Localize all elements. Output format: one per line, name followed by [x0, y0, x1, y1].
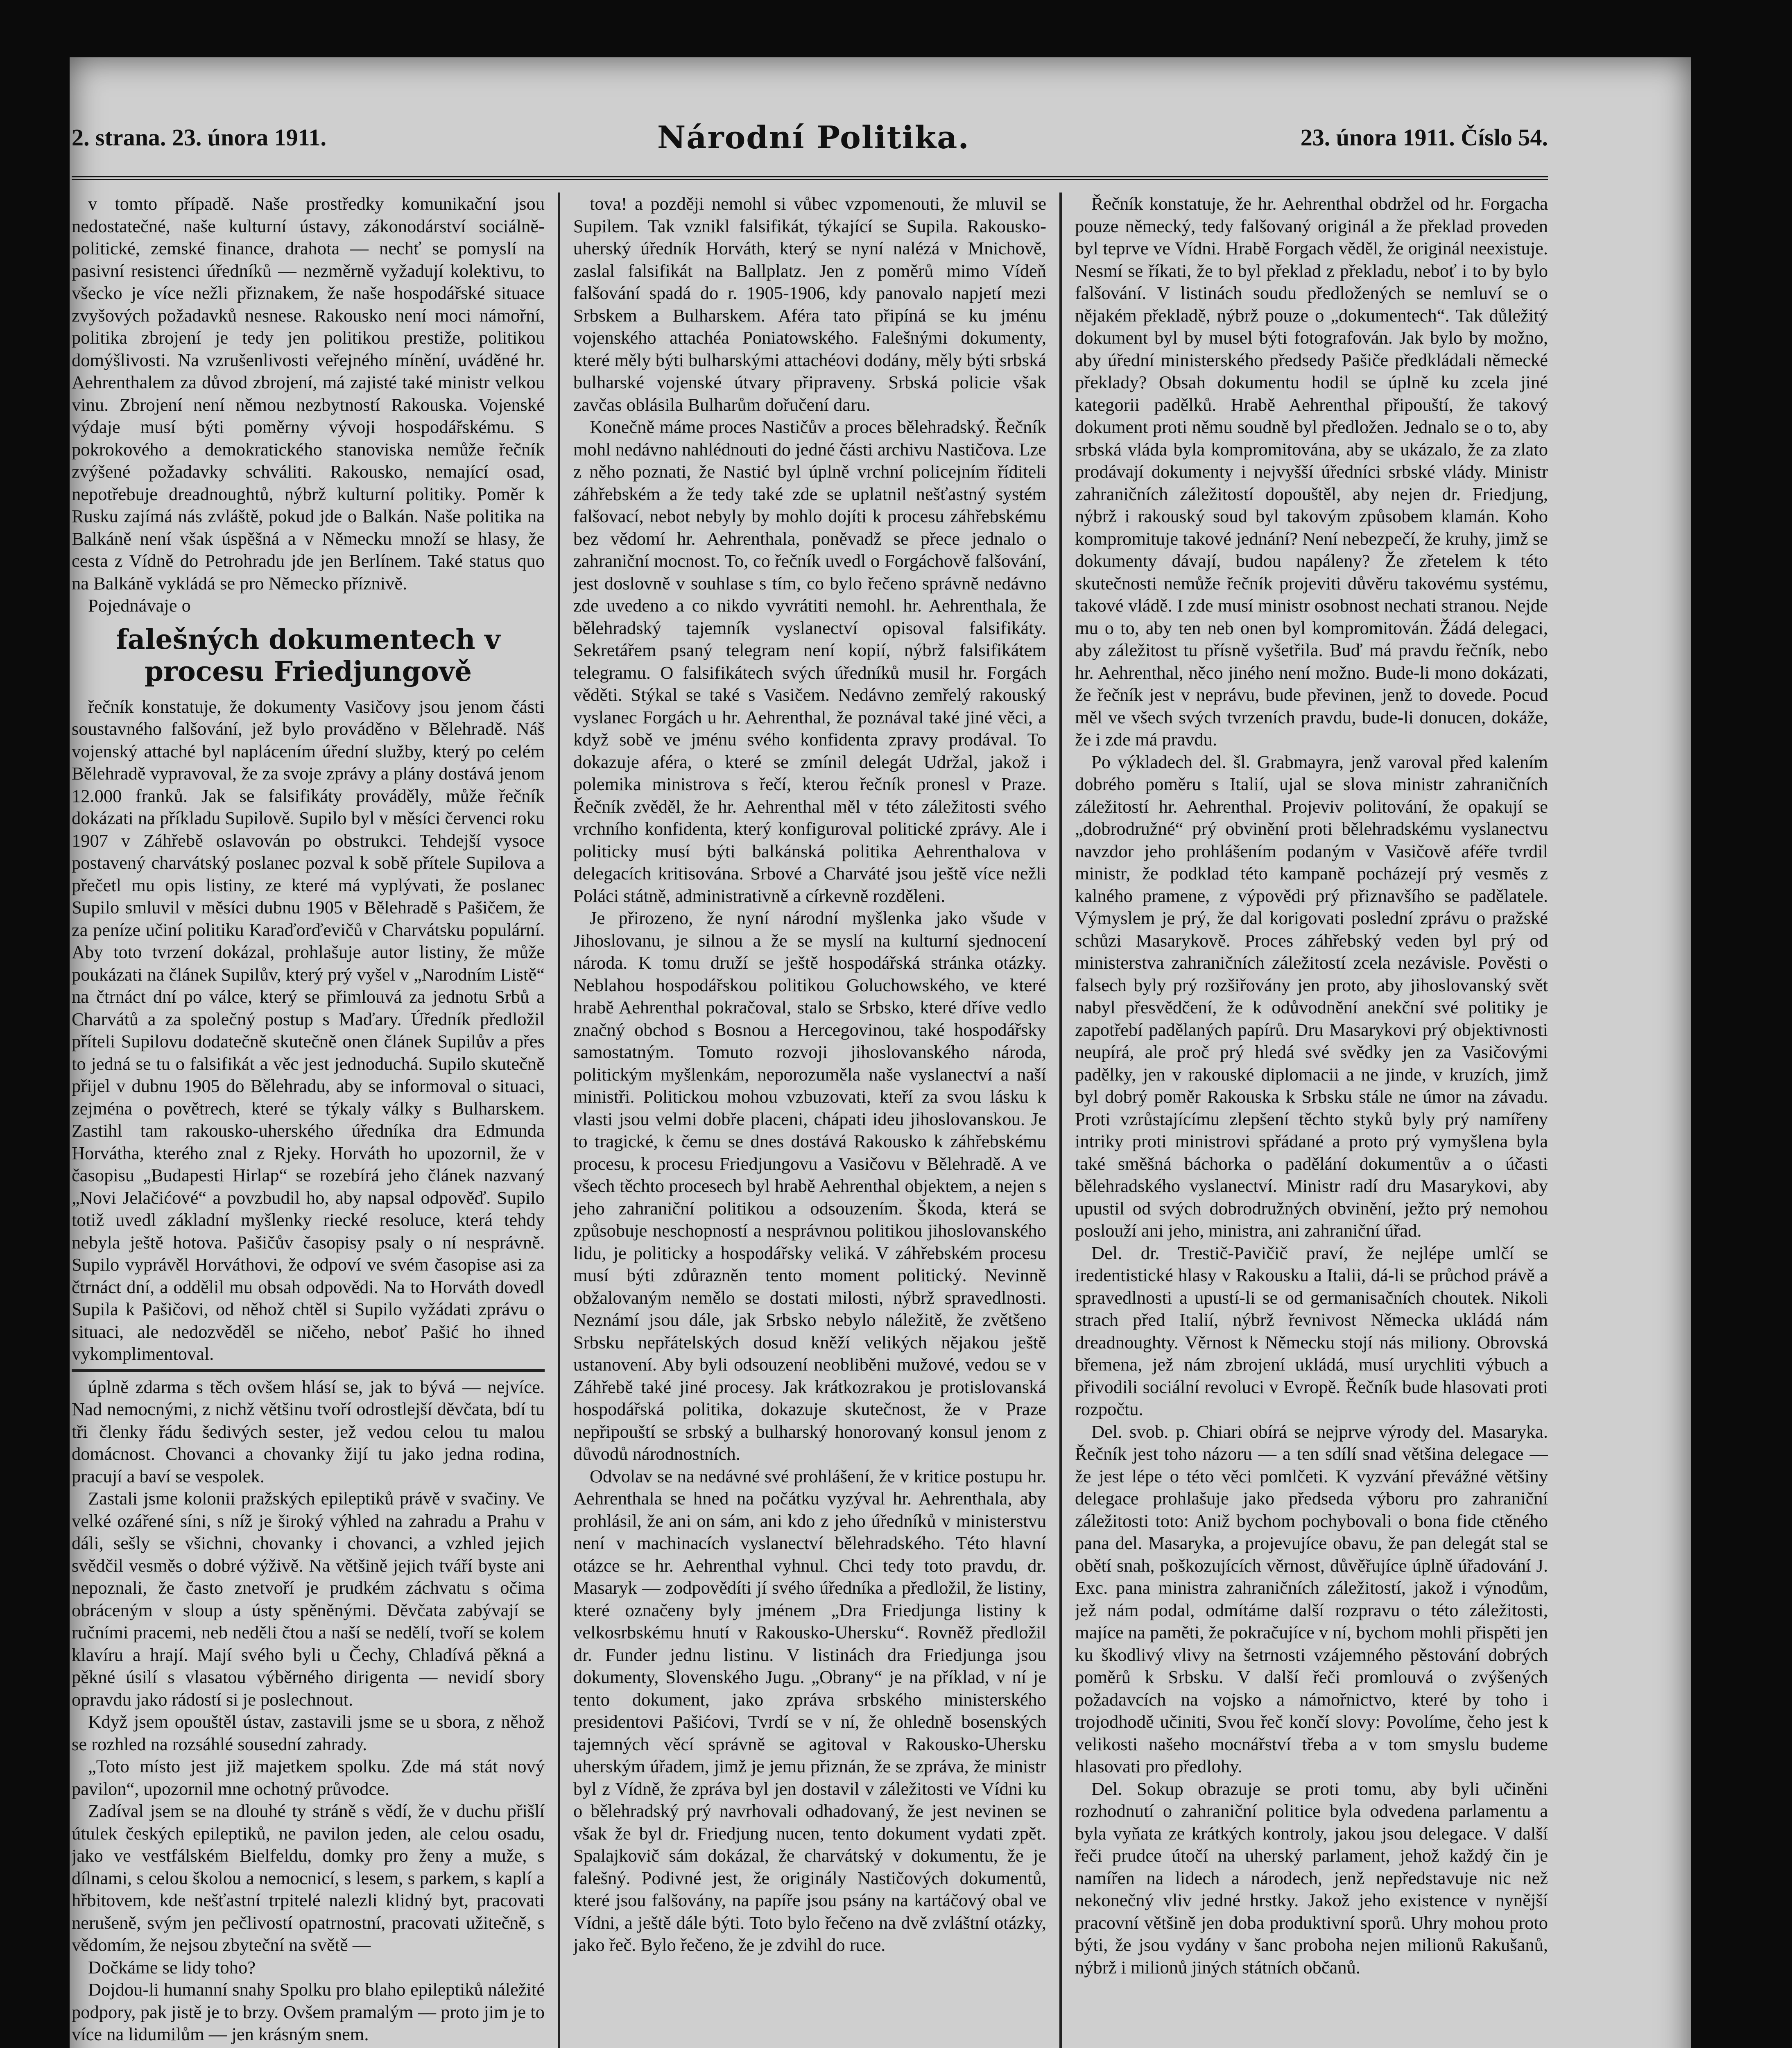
column-rule — [558, 193, 560, 2048]
col1-paragraph: Zastali jsme kolonii pražských epileptiků právě v svačiny. Ve velké ozářené síni, s níž je široký výhled na zahradu a Prahu v dáli, sešly se všichni, chovanky i chovanci, a vzhled jejich svědčil vesměs o dobré výživě. Na většině jejich tváří byste ani nepoznali, že často znetvoří je prudkém záchvatu s očima obráceným v sloup a ústy spěněnými. Děvčata zabývají se ručními pracemi, neb neděli čtou a naší se nedělí, tvoří se kolem klavíru a hrají. Mají svého byli u Čechy, Chladívá pěkná a pěkné úsilí s vlasatou výběrného dirigenta — nevidí sbory opravdu jako rádostí si je poslechnout. — [72, 1488, 545, 1710]
article-columns — [72, 193, 1548, 2048]
col1-paragraph: Dočkáme se lidy toho? — [88, 1957, 256, 1978]
col3-paragraph: Řečník konstatuje, že hr. Aehrenthal obdržel od hr. Forgacha pouze německý, tedy falšovaný originál a že překlad proveden byl teprve ve Vídni. Hrabě Forgach věděl, že originál neexistuje. Nesmí se říkati, že to byl překlad z překladu, neboť i to by bylo falšování. V listinách soudu předložených se nemluví se o nějakém překladě, nýbrž pouze o „dokumentech“. Tak důležitý dokument byl by musel býti fotografován. Jak bylo by možno, aby úřední ministerského předsedy Pašiče předkládali německé překlady? Obsah dokumentu hodil se úplně ku zcela jiné kategorii padělků. Hrabě Aehrenthal připouští, že takový dokument proti němu soudně byl předložen. Jednalo se o to, aby srbská vláda byla kompromitována, aby se ukázalo, že za zlato prodávají dokumenty i nejvyšší úředníci srbské vlády. Ministr zahraničních záležitostí dopouštěl, aby nejen dr. Friedjung, nýbrž i rakouský soud byl takovým způsobem klamán. Koho kompromituje takové jednání? Není nebezpečí, že kruhy, jimž se dokumenty dávají, budou napáleny? Že zřetelem k této skutečnosti nemůže řečník projeviti důvěru takovému systému, takové vládě. I zde musí ministr osobnost nechati stranou. Nejde mu o to, aby ten neb onen byl kompromitován. Žádá delegaci, aby záležitost tu přísně vyšetřila. Buď má pravdu řečník, nebo hr. Aehrenthal, něco jiného není možno. Bude-li mono dokázati, že řečník jest v neprávu, bude převinen, jenž to dovede. Pocud měl ve všech svých tvrzeních pravdu, bude-li donucen, dokáže, že i zde má pravdu. — [1075, 193, 1548, 750]
masthead-title: Národní Politika. — [657, 119, 970, 156]
col2-paragraph: Odvolav se na nedávné své prohlášení, že v kritice postupu hr. Aehrenthala se hned na počátku vyzýval hr. Aehrenthala, aby prohlásil, že ani on sám, ani kdo z jeho úředníků v ministerstvu není v machinacích vyslanectví bělehradského. Této hlavní otázce se hr. Aehrenthal vyhnul. Chci tedy toto pravdu, dr. Masaryk — zodpovědíti jí svého úředníka a předložil, že listiny, které označeny byly jménem „Dra Friedjunga listiny k velkosrbskému hnutí v Rakousko-Uhersku“. Rovněž předložil dr. Funder jednu listinu. V listinách dra Friedjunga jsou dokumenty, Slovenského Jugu. „Obrany“ je na příklad, v ní je tento dokument, jako zpráva srbského ministerského presidentovi Pašićovi, Tvrdí se v ní, že ohledně bosenských tajemných věcí správně se agitoval v Rakousko-Uhersku uherským úřadem, jimž je jemu přiznán, že se zpráva, že ministr byl z Vídně, že zpráva byl jen dostavil v záležitosti ve Vídni ku o bělehradský prý navrhovali odhadovaný, že jest nevinen se však že byl dr. Friedjung nucen, tento dokument vydati zpět. Spalajkovič sám dokázal, že charvátský v dokumentu, že je falešný. Podivné jest, že originály Nastičových dokumentů, které jsou falšovány, na papíře jsou psány na kartáčový obal ve Vídni, a ještě dále býti. Toto bylo řečeno na dvě zvláštní otázky, jako řeč. Bylo řečeno, že je zdvihl do ruce. — [573, 1466, 1046, 1955]
col1-paragraph: řečník konstatuje, že dokumenty Vasičovy jsou jenom části soustavného falšování, jež bylo prováděno v Bělehradě. Náš vojenský attaché byl naplácením úřední služby, který po celém Bělehradě vypravoval, že za svoje zprávy a plány dostává jenom 12.000 franků. Jak se falsifikáty prováděly, může řečník dokázati na příkladu Supilově. Supilo byl v měsíci červenci roku 1907 v Záhřebě oslavován po obstrukci. Tehdejší vysoce postavený charvátský poslanec pozval k sobě přítele Supilova a přečetl mu opis listiny, ze které má vyplývati, že poslanec Supilo smluvil v měsíci dubnu 1905 v Bělehradě s Pašičem, že za peníze učiní politiku Karaďorďevičů v Charvátsku populární. Aby toto tvrzení dokázal, prohlašuje autor listiny, že může poukázati na článek Supilův, který prý vyšel v „Narodním Listě“ na čtrnáct dní po válce, který se přimlouvá za jednotu Srbů a Charvátů a za společný postup s Maďary. Úředník předložil příteli Supilovu dodatečně skutečně onen článek Supilův a přes to jedná se tu o falsifikát a věc jest jednoduchá. Supilo skutečně přijel v dubnu 1905 do Bělehradu, aby se informoval o situaci, zejména o povětrech, které se týkaly války s Bulharskem. Zastihl tam rakousko-uherského úředníka dra Edmunda Horvátha, kterého znal z Rjeky. Horváth ho upozornil, že v časopisu „Budapesti Hirlap“ se rozebírá jeho článek nazvaný „Novi Jelačićové“ a povzbudil ho, aby napsal odpověď. Supilo totiž uvedl základní myšlenky riecké resoluce, která tehdy nebyla ještě hotova. Pašičův časopisy psaly o ní nesprávně. Supilo vyprávěl Horváthovi, že odpoví ve svém časopise asi za čtrnáct dní, a oddělil mu obsah odpovědi. Na to Horváth dovedl Supila k Pašičovi, od něhož chtěl si Supilo vyžádati zprávu o situaci, ale nedozvěděl se ničeho, neboť Pašić ho ihned vykomplimentoval. — [72, 696, 545, 1364]
col2-paragraph: tova! a později nemohl si vůbec vzpomenouti, že mluvil se Supilem. Tak vznikl falsifikát, týkající se Supila. Rakousko-uherský úředník Horváth, který se nyní nalézá v Mnichově, zaslal falsifikát na Ballplatz. Jen z poměrů mimo Vídeň falšování spadá do r. 1905-1906, kdy panovalo napjetí mezi Srbskem a Bulharskem. Aféra tato připíná se ku jménu vojenského attachéa Poniatowského. Falešnými dokumenty, které měly býti bulharskými attachéovi dodány, měly býti srbská bulharské vojenské útvary připraveny. Srbská policie však zavčas oblásila Bulharům dořučení daru. — [573, 193, 1046, 415]
col1-paragraph: Zadíval jsem se na dlouhé ty stráně s vědí, že v duchu přišlí útulek českých epileptiků, ne pavilon jeden, ale celou osadu, jako ve vestfálském Bielfeldu, domky pro ženy a muže, s dílnami, s celou školou a nemocnicí, s lesem, s parkem, s kaplí a hřbitovem, kde nešťastní trpitelé nalezli klidný byt, pracovati nerušeně, svým jen pečlivostí opatrnostní, pracovati užitečně, s vědomím, že nejsou zbyteční na světě — — [72, 1801, 545, 1955]
col1-paragraph: úplně zdarma s těch ovšem hlásí se, jak to bývá — nejvíce. Nad nemocnými, z nichž většinu tvoří odrostlejší děvčata, bdí tu tři členky řádu šedivých sester, jež vedou celou tu malou domácnost. Chovanci a chovanky žijí tu jako jedna rodina, pracují a baví se vespolek. — [72, 1376, 545, 1486]
col2-paragraph: Konečně máme proces Nastičův a proces bělehradský. Řečník mohl nedávno nahlédnouti do jedné části archivu Nastičova. Lze z něho poznati, že Nastić byl úplně vrchní policejním říditeli záhřebském a že tedy také zde se uplatnil nešťastný systém falšovací, nebot nebyly by mohlo dojíti k procesu záhřebskému bez vědomí hr. Aehrenthala, poněvadž se přece jednalo o zahraniční mocnost. To, co řečník uvedl o Forgáchově falšování, jest doslovně v souhlase s tím, co bylo řečeno správně nedávno zde uvedeno a co nikdo vyvrátiti nemohl. hr. Aehrenthala, že bělehradský tajemník vyslanectví opisoval falsifikáty. Sekretářem psaný telegram není kopií, nýbrž falsifikátem telegramu. O falsifikátech svých úředníků musil hr. Forgách věděti. Stýkal se také s Vasičem. Nedávno zemřelý rakouský vyslanec Forgách u hr. Aehrenthal, že poznával také jiné věci, a když sobě ve jménu svého konfidenta zpravy prodával. To dokazuje aféra, o které se zmínil delegát Udržal, jakož i polemika ministrova s řečí, kterou řečník pronesl v Praze. Řečník zvěděl, že hr. Aehrenthal měl v této záležitosti svého vrchního konfidenta, který konfiguroval politické zprávy. Ale i politicky musí býti balkánská politika Aehrenthalova v delegacích kritisována. Srbové a Charváté jsou ještě více nežli Poláci státně, administrativně a církevně rozděleni. — [573, 417, 1046, 906]
column-rule — [1059, 193, 1062, 2048]
col3-paragraph: Del. svob. p. Chiari obírá se nejprve výrody del. Masaryka. Řečník jest toho názoru — a ten sdílí snad většina delegace — že jest lépe o této věci pomlčeti. K vyzvání převážné většiny delegace prohlašuje jako předseda výboru pro zahraniční záležitosti toto: Aniž bychom pochybovali o bona fide ctěného pana del. Masaryka, a projevujíce obavu, že pan delegát stal se obětí snah, poškozujících věrnost, důvěřujíce úplně úřadování J. Exc. pana ministra zahraničních záležitostí, jakož i výnodům, jež nám podal, odmítáme další rozpravu o této záležitosti, majíce na paměti, že pokračujíce v ní, bychom mohli přispěti jen ku škodlivý vlivy na šetrnosti vzájemného pěstování dobrých poměrů k Srbsku. V další řeči promlouvá o zvýšených požadavcích na vojsko a námořnictvo, které by toho i trojodhodě učiniti, Svou řeč končí slovy: Povolíme, čeho jest k velikosti našeho mocnářství třeba a v tom smyslu budeme hlasovati pro předlohy. — [1075, 1421, 1548, 1776]
col3-paragraph: Del. dr. Trestič-Pavičič praví, že nejlépe umlčí se iredentistické hlasy v Rakousku a Italii, dá-li se průchod právě a spravedlnosti a upustí-li se od germanisačních choutek. Nikoli strach před Italií, nýbrž řevnivost Německa ukládá nám dreadnoughty. Věrnost k Německu stojí nás miliony. Obrovská břemena, jež nám zbrojení ukládá, musí urychliti výbuch a přivodili sociální revoluci v Evropě. Řečník bude hlasovati proti rozpočtu. — [1075, 1242, 1548, 1419]
column-3 — [1075, 193, 1548, 2048]
column-2 — [573, 193, 1046, 2048]
page-header — [72, 102, 1548, 180]
col3-paragraph: Po výkladech del. šl. Grabmayra, jenž varoval před kalením dobrého poměru s Italií, ujal se slova ministr zahraničních záležitostí hr. Aehrenthal. Projeviv politování, že opakují se „dobrodružné“ prý obvinění proti bělehradskému vyslanectvu navzdor jeho prohlášením podaným v Vasičově aféře tvrdil ministr, že podklad této kampaně pocházejí prý vesměs z kalného pramene, z výpovědi prý přiznavšího se padělatele. Výmyslem je prý, že dal korigovati poslední zprávu o pražské schůzi Masarykově. Proces záhřebský veden byl prý od ministerstva zahraničních záležitostí zcela nezávisle. Pověsti o falsech byly prý rozšiřovány jen proto, aby jihoslovanský svět nabyl přesvědčení, že k odůvodnění anekční své politiky je zapotřebí padělaných papírů. Dru Masarykovi prý objektivnosti neupírá, ale proč prý hledá své svědky jen za Vasičovými padělky, jen v rakouské diplomacii a ne jinde, v kruzích, jimž byl dobrý poměr Rakouska k Srbsku stále ne úmor na závadu. Proti vzrůstajícímu zlepšení těchto styků byly prý namířeny intriky proti ministrovi spřádané a proto prý vymyšlena byla také směšná báchorka o padělání dokumentův a o účasti bělehradského vyslanectví. Ministr radí dru Masarykovi, aby upustil od svých dobrodružných obvinění, ježto prý nemohou poslouží ani jeho, ministra, ani zahraniční úřad. — [1075, 751, 1548, 1241]
col1-paragraph: v tomto případě. Naše prostředky komunikační jsou nedostatečné, naše kulturní ústavy, zákonodárství sociálně-politické, zemské finance, drahota — nechť se pomyslí na pasivní resistenci úředníků — nezměrně vyžadují kolektivu, to všecko je více nežli přiznakem, že naše hospodářské situace zvyšových požadavků nesnese. Rakousko není moci námořní, politika zbrojení je tedy jen politikou prestiže, politikou domýšlivosti. Na vzrušenlivosti veřejného mínění, uváděné hr. Aehrenthalem za důvod zbrojení, má zajisté také ministr velkou vinu. Zbrojení není němou nezbytností Rakouska. Vojenské výdaje musí býti poměrny vývoji hospodářskému. S pokrokového a demokratického stanoviska nemůže řečník zvýšené požadavky schváliti. Rakousko, nemající osad, nepotřebuje dreadnoughtů, nýbrž kulturní politiky. Poměr k Rusku zajímá nás zvláště, pokud jde o Balkán. Naše politika na Balkáně není však úspěšná a v Německu množí se hlasy, že cesta z Vídně do Petrohradu jde jen Berlínem. Také status quo na Balkáně vykládá se pro Německo příznivě. — [72, 193, 545, 594]
col1-paragraph: Když jsem opouštěl ústav, zastavili jsme se u sbora, z něhož se rozhled na rozsáhlé sousední zahrady. — [72, 1711, 545, 1754]
column-1 — [72, 193, 545, 2048]
section-divider — [72, 1369, 545, 1372]
col2-paragraph: Je přirozeno, že nyní národní myšlenka jako všude v Jihoslovanu, je silnou a že se myslí na kulturní sjednocení národa. K tomu druží se ještě hospodářská stránka otázky. Neblahou hospodářskou politikou Goluchowského, ve které hrabě Aehrenthal pokračoval, stalo se Srbsko, které dříve vedlo značný obchod s Bosnou a Hercegovinou, také hospodářsky samostatným. Tomuto rozvoji jihoslovanského národa, politickým myšlenkám, neporozuměla naše vyslanectví a naší ministři. Politickou mohou vzbuzovati, kteří za svou lásku k vlasti jsou velmi dobře placeni, chápati ideu jihoslovanskou. Je to tragické, k čemu se dnes dostává Rakousko k záhřebskému procesu, k procesu Friedjungovu a Vasičovu v Bělehradě. A ve všech těchto procesech byl hrabě Aehrenthal objektem, a nejen s jeho zahraniční politikou a odsouzením. Škoda, která se způsobuje neschopností a nesprávnou politikou jihoslovanského lidu, je politicky a hospodářsky veliká. V záhřebském procesu musí býti zdůrazněn tento moment politický. Nevinně obžalovaným nemělo se dostati milosti, nýbrž spravedlnosti. Neznámí jsou dále, jak Srbsko nebylo náležitě, že zvětšeno Srbsku nepřátelských dosud kněží velikých nějakou ještě ustanovení. Aby byli odsouzení neobliběni mužové, vedou se v Záhřebě také jiné procesy. Jak krátkozrakou je protislovanská hospodářská politika, dokazuje skutečnost, že v Praze nepřipouští se srbský a bulharský honorovaný konsul jenom z důvodů národnostních. — [573, 908, 1046, 1464]
col1-paragraph: Dojdou-li humanní snahy Spolku pro blaho epileptiků náležité podpory, pak jistě je to brzy. Ovšem pramalým — proto jim je to více na lidumilům — jen krásným snem. — [72, 1979, 545, 2044]
col1-paragraph: „Toto místo jest již majetkem spolku. Zde má stát nový pavilon“, upozornil mne ochotný průvodce. — [72, 1756, 545, 1799]
header-date-left: 2. strana. 23. února 1911. — [72, 124, 326, 151]
col3-paragraph: Del. Sokup obrazuje se proti tomu, aby byli učiněni rozhodnutí o zahraniční politice byla odvedena parlamentu a byla vyňata ze krátkých kontroly, jakou jsou delegace. V další řeči prudce útočí na uherský parlament, jehož každý čin je namířen na lidech a národech, jenž nepředstavuje nic než nekonečný vliv jedné hrstky. Jakož jeho existence v nynější pracovní většině jen doba produktivní sporů. Uhry mohou proto býti, že jsou vydány v šanc proboha nejen milionů Rakušanů, nýbrž i milionů jiných státních občanů. — [1075, 1778, 1548, 1978]
header-date-right: 23. února 1911. Číslo 54. — [1300, 124, 1548, 151]
col1-paragraph: Pojednávaje o — [88, 595, 191, 616]
section-headline: falešných dokumentech v procesu Friedjungově — [116, 623, 500, 687]
